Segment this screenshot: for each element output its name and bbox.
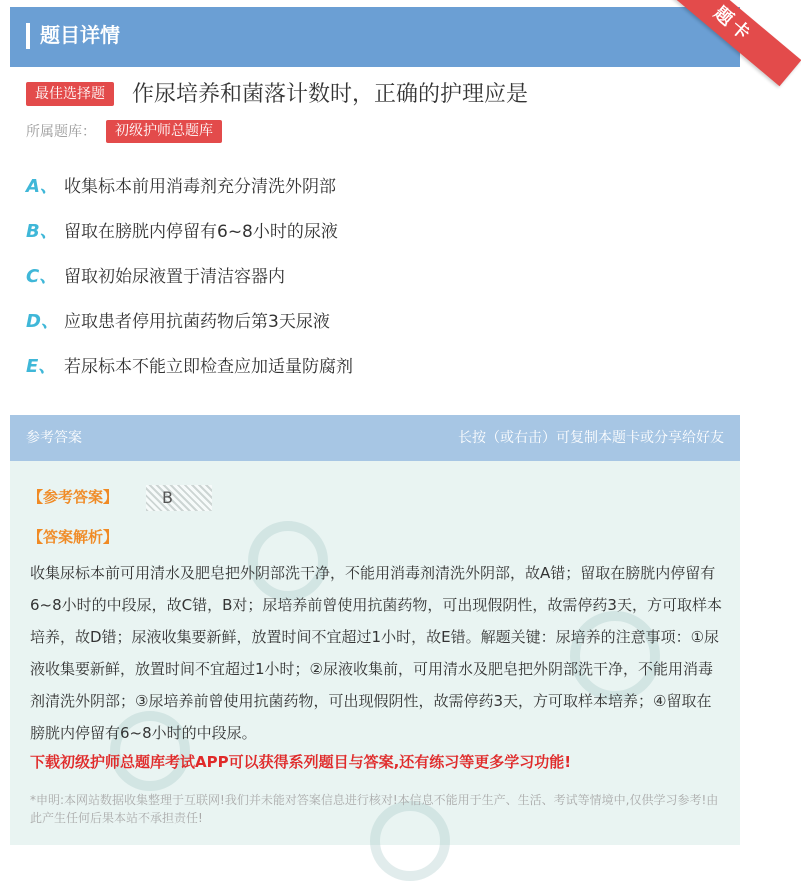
option-text: 收集标本前用消毒剂充分清洗外阴部 — [64, 177, 336, 197]
option-letter: E、 — [26, 356, 57, 377]
reference-answer-value: B — [146, 485, 212, 511]
option-c[interactable] — [26, 262, 726, 307]
question-text: 作尿培养和菌落计数时，正确的护理应是 — [132, 82, 529, 107]
option-letter: D、 — [26, 311, 59, 332]
share-hint: 长按（或右击）可复制本题卡或分享给好友 — [458, 430, 724, 446]
disclaimer: *申明:本网站数据收集整理于互联网!我们并未能对答案信息进行核对!本信息不能用于生产、生活、考试等情境中,仅供学习参考!由此产生任何后果本站不承担责任! — [30, 793, 719, 825]
explanation-label: 【答案解析】 — [28, 528, 119, 546]
option-a[interactable] — [26, 172, 726, 217]
answer-body — [10, 461, 740, 845]
option-list — [26, 172, 726, 397]
question-type-badge: 最佳选择题 — [26, 82, 114, 106]
answer-header — [10, 415, 740, 461]
question-row — [26, 80, 736, 110]
option-b[interactable] — [26, 217, 726, 262]
option-letter: B、 — [26, 221, 58, 242]
option-letter: C、 — [26, 266, 58, 287]
header-accent-bar — [26, 23, 30, 49]
option-text: 若尿标本不能立即检查应加适量防腐剂 — [64, 357, 353, 377]
ribbon-label: 题卡 — [665, 0, 801, 86]
library-link[interactable]: 初级护师总题库 — [106, 120, 222, 143]
answer-header-title: 参考答案 — [26, 430, 82, 446]
app-promo-link[interactable]: 下载初级护师总题库考试APP可以获得系列题目与答案,还有练习等更多学习功能! — [30, 753, 572, 771]
page-header — [10, 7, 740, 67]
option-text: 留取在膀胱内停留有6~8小时的尿液 — [64, 222, 338, 242]
option-e[interactable] — [26, 352, 726, 397]
option-text: 应取患者停用抗菌药物后第3天尿液 — [64, 312, 330, 332]
reference-answer-label: 【参考答案】 — [28, 488, 119, 506]
explanation-text: 收集尿标本前可用清水及肥皂把外阴部洗干净，不能用消毒剂清洗外阴部，故A错；留取在膀胱内停留有6~8小时的中段尿，故C错，B对；尿培养前曾使用抗菌药物，可出现假阴性，故需停药3天，方可取样本培养，故D错；尿液收集要新鲜，放置时间不宜超过1小时，故E错。解题关键：尿培养的注意事项：①尿液收集要新鲜，放置时间不宜超过1小时；②尿液收集前，可用清水及肥皂把外阴部洗干净，不能用消毒剂清洗外阴部；③尿培养前曾使用抗菌药物，可出现假阴性，故需停药3天，方可取样本培养；④留取在膀胱内停留有6~8小时的中段尿。 — [30, 564, 722, 742]
option-letter: A、 — [26, 176, 58, 197]
library-label: 所属题库： — [26, 124, 96, 140]
option-d[interactable] — [26, 307, 726, 352]
page-title: 题目详情 — [40, 23, 120, 47]
option-text: 留取初始尿液置于清洁容器内 — [64, 267, 285, 287]
